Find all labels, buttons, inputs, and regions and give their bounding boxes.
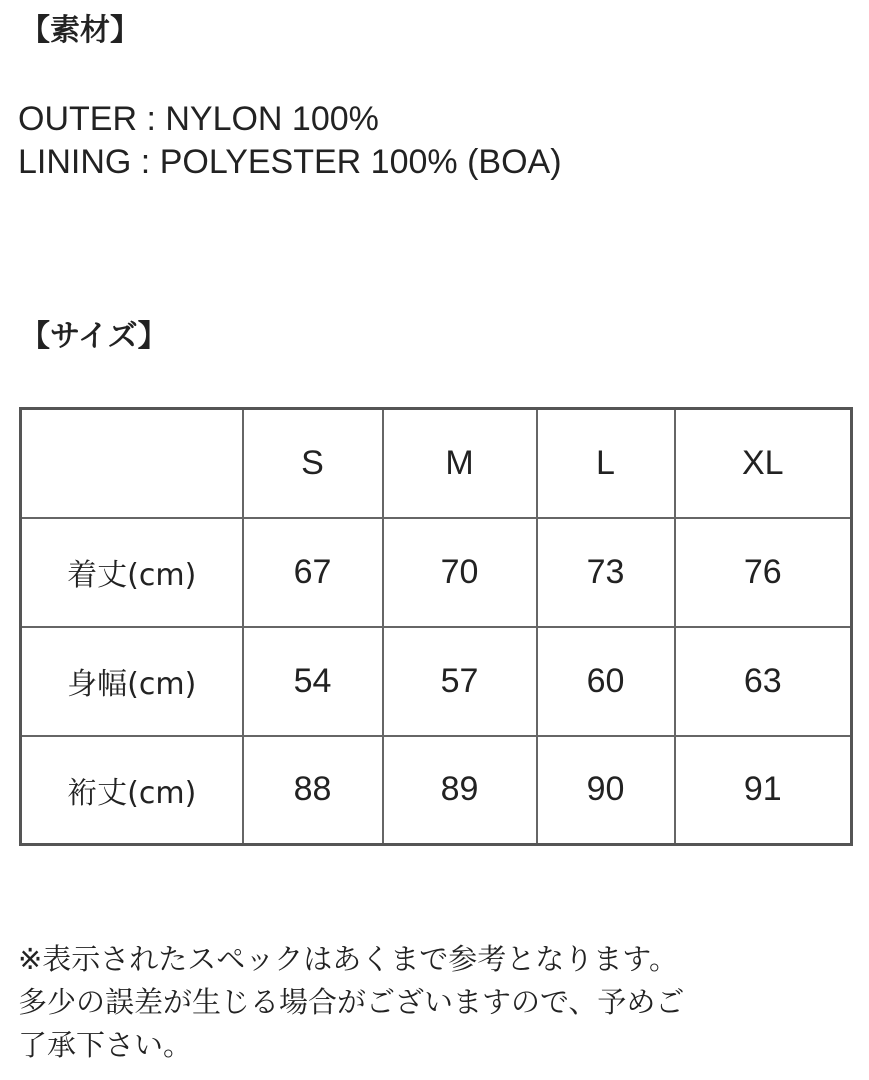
table-row <box>21 518 852 627</box>
disclaimer-note <box>18 938 848 1067</box>
size-table <box>19 407 853 846</box>
table-cell: 60 <box>537 627 675 736</box>
table-cell: 67 <box>243 518 383 627</box>
material-lining: LINING : POLYESTER 100% (BOA) <box>18 143 562 181</box>
column-header-l: L <box>537 409 675 518</box>
table-cell: 90 <box>537 736 675 845</box>
table-cell: 89 <box>383 736 537 845</box>
table-header-row <box>21 409 852 518</box>
note-line: 多少の誤差が生じる場合がございますので、予めご <box>18 985 685 1019</box>
column-header-m: M <box>383 409 537 518</box>
table-cell: 91 <box>675 736 852 845</box>
column-header-s: S <box>243 409 383 518</box>
row-label-sleeve: 裄丈(cm) <box>21 736 243 845</box>
table-cell: 70 <box>383 518 537 627</box>
table-cell: 63 <box>675 627 852 736</box>
note-line: 了承下さい。 <box>18 1028 193 1062</box>
table-corner-cell <box>21 409 243 518</box>
table-row <box>21 627 852 736</box>
material-outer: OUTER : NYLON 100% <box>18 100 379 138</box>
table-row <box>21 736 852 845</box>
note-line: ※表示されたスペックはあくまで参考となります。 <box>18 942 678 976</box>
row-label-length: 着丈(cm) <box>21 518 243 627</box>
material-heading: 【素材】 <box>20 13 140 48</box>
table-cell: 76 <box>675 518 852 627</box>
table-cell: 73 <box>537 518 675 627</box>
column-header-xl: XL <box>675 409 852 518</box>
size-heading: 【サイズ】 <box>20 319 168 354</box>
table-cell: 57 <box>383 627 537 736</box>
row-label-width: 身幅(cm) <box>21 627 243 736</box>
table-cell: 54 <box>243 627 383 736</box>
material-list <box>18 98 562 184</box>
table-cell: 88 <box>243 736 383 845</box>
